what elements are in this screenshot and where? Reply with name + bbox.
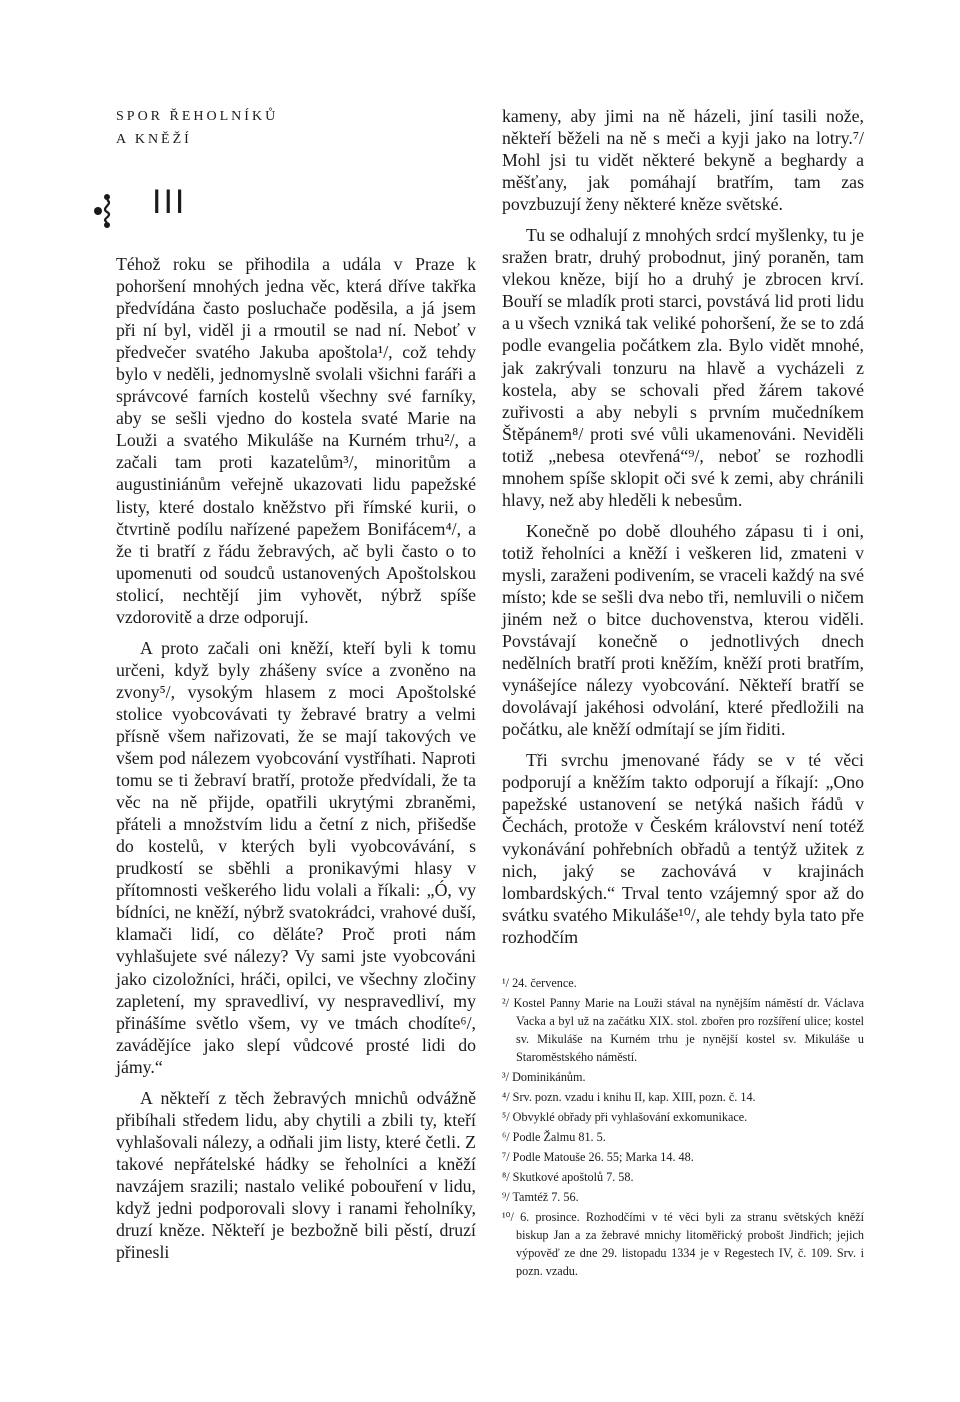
footnote: ⁵/ Obvyklé obřady při vyhlašování exkomunikace. bbox=[502, 1109, 748, 1124]
footnote: ³/ Dominikánům. bbox=[502, 1069, 586, 1084]
footnote: ⁷/ Podle Matouše 26. 55; Marka 14. 48. bbox=[502, 1149, 694, 1164]
footnotes bbox=[502, 974, 864, 1280]
chapter-numeral: III bbox=[152, 183, 187, 221]
chapter-heading bbox=[116, 183, 476, 243]
footnote: ⁴/ Srv. pozn. vzadu i knihu II, kap. XIII, pozn. č. 14. bbox=[502, 1089, 756, 1104]
paragraph: A proto začali oni kněží, kteří byli k tomu určeni, když byly zhášeny svíce a zvoněno na zvony⁵/, vysokým hlasem z moci Apoštolské stolice vyobcovávati ty žebravé bratry a velmi přísně všem nařizovati, že se mají takových ve všem pod nálezem vyobcování vystříhati. Naproti tomu se ti žebraví bratří, protože předvídali, že ta věc na ně přijde, opatřili ukrytými zbraněmi, přáteli a množstvím lidu a četní z nich, přišedše do kostelů, v kterých byli vyobcovávání, s prudkostí se sběhli a pronikavými hlasy v přítomnosti veškerého lidu volali a říkali: „Ó, vy bídníci, ne kněží, nýbrž svatokrádci, vrahové duší, klamači lidí, co děláte? Proč proti nám vyhlašujete své nálezy? Vy sami jste vyobcováni jako cizoložníci, hráči, opilci, ve všechny zločiny zapletení, my spravedliví, vy nespravedliví, my přinášíme světlo všem, vy ve tmách chodíte⁶/, zavádějíce jako slepí vůdcové prosté lidi do jámy.“ bbox=[116, 637, 476, 1077]
footnote: ⁹/ Tamtéž 7. 56. bbox=[502, 1189, 579, 1204]
paragraph: A někteří z těch žebravých mnichů odvážně přibíhali středem lidu, aby chytili a zbili ty, kteří vyhlašovali nálezy, a odňali jim listy, které četli. Z takové nepřátelské hádky se řeholníci a kněží navzájem srazili; nastalo veliké pobouření v lidu, když jedni podporovali slovy i ranami řeholníky, druzí kněze. Někteří je bezbožně bili pěstí, druzí přinesli bbox=[116, 1087, 476, 1263]
fleuron-ornament-icon bbox=[94, 191, 114, 231]
paragraph: kameny, aby jimi na ně házeli, jiní tasili nože, někteří běželi na ně s meči a kyji jako na lotry.⁷/ Mohl jsi tu vidět některé bekyně a beghardy a měšťany, jak pomáhají bratřím, tam zas povzbuzují ženy některé kněze světské. bbox=[502, 106, 864, 215]
right-column bbox=[502, 105, 864, 1282]
running-head-line-2: A KNĚŽÍ bbox=[116, 132, 192, 147]
footnote: ¹⁰/ 6. prosince. Rozhodčími v té věci byli za stranu světských kněží biskup Jan a za žebravé mnichy litoměřický probošt Jindřich; jejich výpověď ze dne 29. listopadu 1334 je v Regestech IV, č. 109. Srv. i pozn. vzadu. bbox=[502, 1209, 864, 1278]
paragraph: Tu se odhalují z mnohých srdcí myšlenky, tu je sražen bratr, druhý probodnut, jiný poraněn, tam vlekou kněze, bijí ho a druhý je zbrocen krví. Bouří se mladík proti starci, povstává lid proti lidu a u všech vzniká tak veliké pohoršení, že se to zdá podle evangelia počátkem zla. Bylo vidět mnohé, jak zakrývali tonzuru na hlavě a vycházeli z kostela, aby se schovali před žárem takové zuřivosti a aby nebyli s prvním mučedníkem Štěpánem⁸/ proti své vůli ukamenováni. Neviděli totiž „nebesa otevřená“⁹/, neboť se rozhodli mnohem spíše sklopit oči své k zemi, aby chránili hlavy, než aby hleděli k nebesům. bbox=[502, 225, 864, 510]
running-head-line-1: SPOR ŘEHOLNÍKŮ bbox=[116, 109, 279, 124]
paragraph: Konečně po době dlouhého zápasu ti i oni, totiž řeholníci a kněží i veškeren lid, zmateni v mysli, zaraženi podivením, se vraceli každý na své místo; kde se sešli dva nebo tři, nemluvili o ničem jiném než o bitce duchovenstva, kterou viděli. Povstávají konečně o jednotlivých dnech nedělních bratří proti kněžím, kněží proti bratřím, vynášejíce nálezy vyobcování. Někteří bratří se dovolávají jakéhosi odvolání, které předložili na počátku, ale kněží odmítají se jím řiditi. bbox=[502, 520, 864, 740]
left-column bbox=[116, 105, 476, 1263]
footnote: ⁸/ Skutkové apoštolů 7. 58. bbox=[502, 1169, 634, 1184]
footnote: ²/ Kostel Panny Marie na Louži stával na nynějším náměstí dr. Václava Vacka a byl už na začátku XIX. stol. zbořen pro rozšíření ulice; kostel sv. Mikuláše na Kurném trhu je nynější kostel sv. Mikuláše u Staroměstského náměstí. bbox=[502, 995, 864, 1064]
footnote: ¹/ 24. července. bbox=[502, 975, 577, 990]
paragraph: Tři svrchu jmenované řády se v té věci podporují a kněžím takto odporují a říkají: „Ono papežské ustanovení se netýká našich řádů v Čechách, protože v Českém království není totéž vykonávání pohřebních obřadů a tentýž užitek z nich, jaký se zachovává v krajinách lombardských.“ Trval tento vzájemný spor až do svátku svatého Mikuláše¹⁰/, ale tehdy byla tato pře rozhodčím bbox=[502, 750, 864, 947]
paragraph: Téhož roku se přihodila a udála v Praze k pohoršení mnohých jedna věc, která dříve takřka předvídána často posluchače poděsila, a já jsem při ní byl, viděl ji a rmoutil se nad ní. Neboť v předvečer svatého Jakuba apoštola¹/, což tehdy bylo v neděli, jednomyslně svolali všichni faráři a správcové farních kostelů všechny své farníky, aby se sešli vjedno do kostela svaté Marie na Louži a svatého Mikuláše na Kurném trhu²/, a začali tam proti kazatelům³/, minoritům a augustiniánům veřejně ukazovati lidu papežské listy, které dostalo kněžstvo při římské kurii, o čtvrtině podílu nařízené papežem Bonifácem⁴/, a že ti bratří z řádu žebravých, ač byli často o to upomenuti od soudců ustanovených Apoštolskou stolicí, nechtějí jim vyhovět, nýbrž spíše vzdorovitě a drze odporují. bbox=[116, 254, 476, 627]
footnote: ⁶/ Podle Žalmu 81. 5. bbox=[502, 1129, 606, 1144]
